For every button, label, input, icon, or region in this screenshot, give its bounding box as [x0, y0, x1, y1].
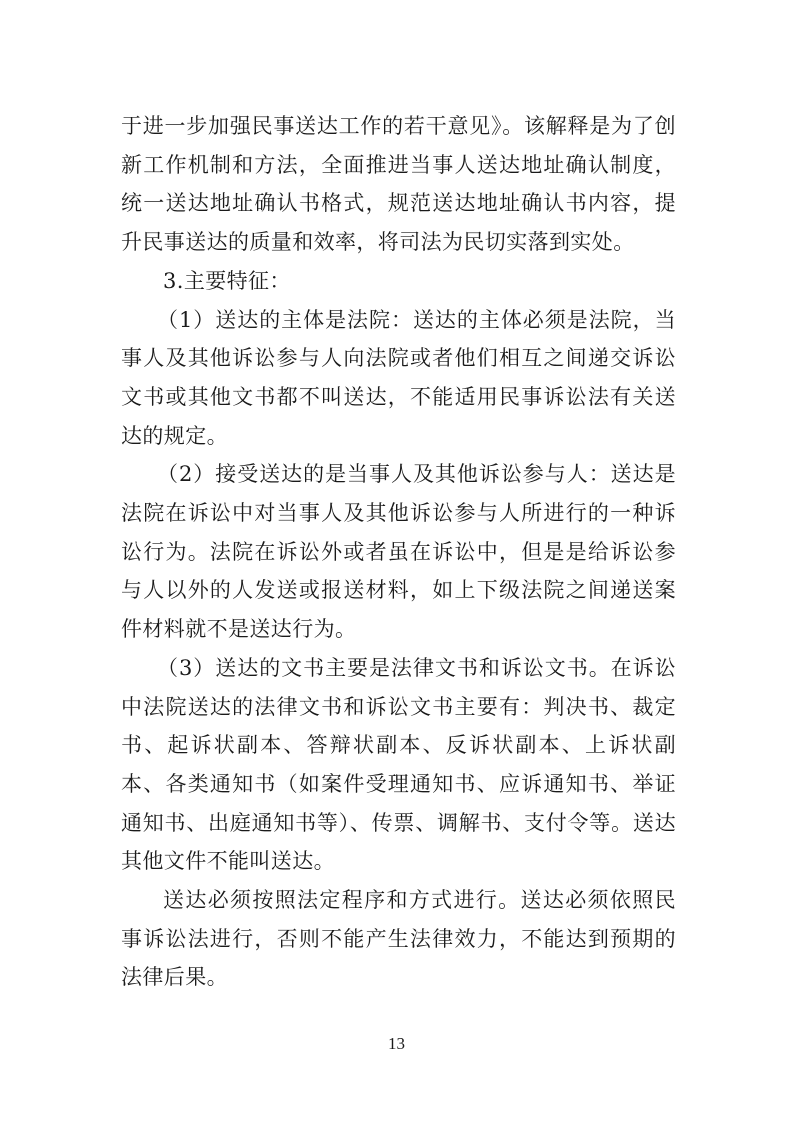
paragraph-feature-1: （1）送达的主体是法院：送达的主体必须是法院，当事人及其他诉讼参与人向法院或者他们相互之间递交诉讼文书或其他文书都不叫送达，不能适用民事诉讼法有关送达的规定。 — [121, 307, 676, 448]
paragraph-continuation: 于进一步加强民事送达工作的若干意见》。该解释是为了创新工作机制和方法，全面推进当事人送达地址确认制度，统一送达地址确认书格式，规范送达地址确认书内容，提升民事送达的质量和效率，将司法为民切实落到实处。 — [121, 114, 676, 255]
body-text — [121, 107, 676, 997]
paragraph-procedure: 送达必须按照法定程序和方式进行。送达必须依照民事诉讼法进行，否则不能产生法律效力，不能达到预期的法律后果。 — [121, 888, 676, 990]
page-number: 13 — [388, 1034, 405, 1053]
paragraph-feature-2: （2）接受送达的是当事人及其他诉讼参与人：送达是法院在诉讼中对当事人及其他诉讼参与人所进行的一种诉讼行为。法院在诉讼外或者虽在诉讼中，但是是给诉讼参与人以外的人发送或报送材料，如上下级法院之间递送案件材料就不是送达行为。 — [121, 462, 676, 642]
section-heading-main-features: 3.主要特征： — [163, 268, 291, 293]
paragraph-feature-3: （3）送达的文书主要是法律文书和诉讼文书。在诉讼中法院送达的法律文书和诉讼文书主要有：判决书、裁定书、起诉状副本、答辩状副本、反诉状副本、上诉状副本、各类通知书（如案件受理通知书、应诉通知书、举证通知书、出庭通知书等）、传票、调解书、支付令等。送达其他文件不能叫送达。 — [121, 655, 676, 874]
